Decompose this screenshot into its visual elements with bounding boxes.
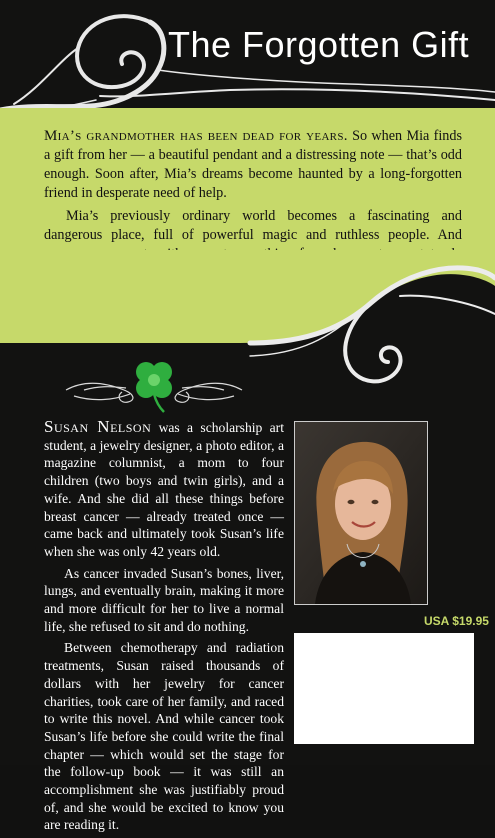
- blurb-paragraph-1: [44, 127, 462, 203]
- blurb-paragraph-2: Mia’s previously ordinary world becomes a fascinating and dangerous place, full of powerful magic and ruthless people. And: [44, 208, 462, 243]
- bio-paragraph-2: As cancer invaded Susan’s bones, liver, lungs, and eventually brain, making it more and more difficult for her to live a normal life, she refused to sit and do nothing.: [44, 565, 284, 634]
- blurb-lead: Mia’s grandmother has been dead for years.: [44, 128, 348, 144]
- barcode-area: [294, 633, 474, 744]
- author-name: Susan Nelson: [44, 417, 152, 436]
- bio-paragraph-3: Between chemotherapy and radiation treatments, Susan raised thousands of dollars with her jewelry for cancer charities, took care of her family, and raced to write this novel. And while cancer took Susan’s life before she could write the final chapter — which would set the stage for the follow-up book — it was still an accomplishment she was justifiably proud of, and she would be excited to know you are reading it.: [44, 640, 284, 833]
- blurb-p1-text: So when Mia finds a gift from her — a beautiful pendant and a distressing note — that’s odd enough. Soon after, Mia’s dreams become haunted by a long-forgotten friend in desperate need of help.: [44, 128, 462, 201]
- bio-p1-text: was a scholarship art student, a jewelry designer, a photo editor, a magazine columnist, a mom to four children (two boys and twin girls), and a wife. And she did all these things before breast cancer — already treated once — came back and ultimately took Susan’s life when she was only 42 years old.: [44, 420, 284, 559]
- clover-ornament: [64, 350, 244, 416]
- price-label: USA $19.95: [424, 614, 489, 628]
- author-photo: [294, 421, 428, 605]
- book-title: The Forgotten Gift: [168, 24, 470, 65]
- clover-icon: [136, 362, 172, 412]
- author-bio: [44, 418, 284, 838]
- bio-paragraph-1: [44, 418, 284, 561]
